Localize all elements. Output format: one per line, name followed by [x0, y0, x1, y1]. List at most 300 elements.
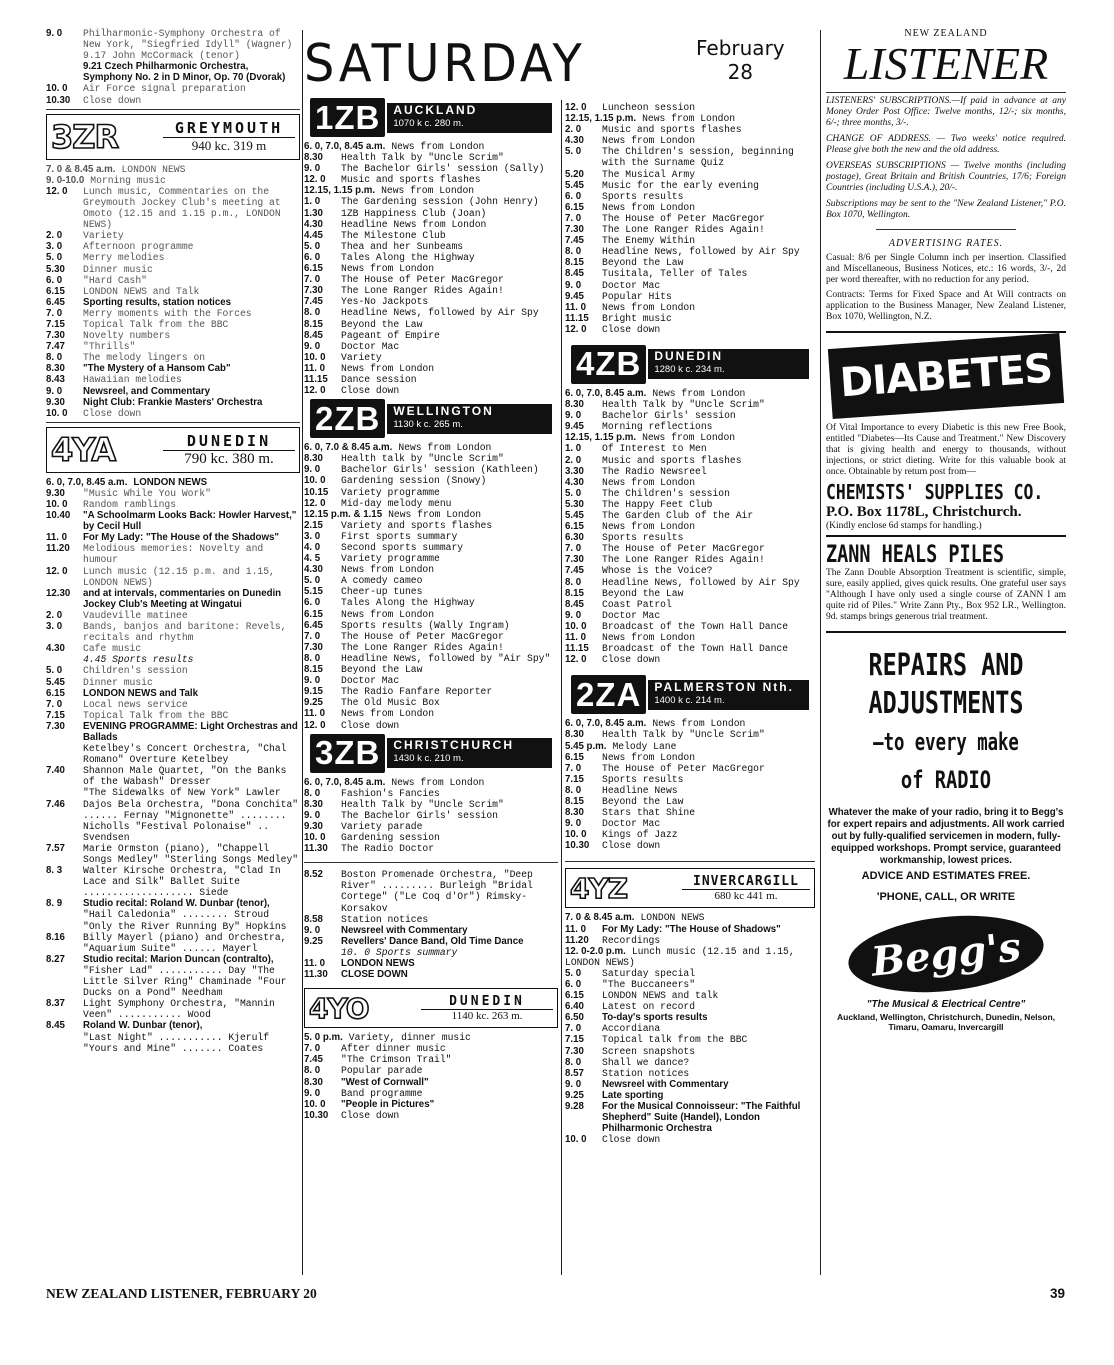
program-time: 4.30 [304, 218, 323, 230]
program-time: 5. 0 p.m. [304, 1032, 343, 1044]
program-time: 8.30 [46, 363, 65, 375]
program-time: 6. 0 [46, 274, 63, 286]
program-title: The House of Peter MacGregor [602, 212, 765, 224]
program-entry [304, 1110, 558, 1121]
program-title: Variety programme [341, 486, 440, 498]
program-title: The Lone Ranger Rides Again! [341, 285, 504, 297]
program-title: and at intervals, commentaries on Dunedin Jockey Club's Meeting at Wingatui [83, 587, 282, 610]
program-entry [565, 968, 815, 979]
program-title: Roland W. Dunbar (tenor), [83, 1020, 203, 1032]
station-meta [163, 432, 295, 468]
program-entry [304, 631, 558, 642]
program-title: The House of Peter MacGregor [602, 543, 765, 555]
program-entry [46, 61, 300, 83]
program-time: 11.15 [565, 643, 589, 655]
station-banner-3zr [46, 114, 300, 160]
program-entry [46, 799, 300, 843]
program-entry [565, 729, 815, 740]
program-time: 6.45 [304, 619, 323, 631]
program-time: 9. 0 [565, 410, 582, 422]
program-entry [46, 386, 300, 397]
program-entry [304, 487, 558, 498]
program-line [565, 718, 815, 729]
program-entry [304, 720, 558, 731]
program-title: Dinner music [83, 676, 153, 688]
program-time [46, 61, 83, 83]
program-title: LONDON NEWS [133, 476, 208, 488]
program-entry [304, 686, 558, 697]
program-time: 9. 0 [565, 1078, 582, 1090]
program-time: 12. 0 [304, 719, 326, 731]
program-entry [565, 588, 815, 599]
program-title: Dinner music [83, 263, 153, 275]
program-entry [46, 998, 300, 1020]
program-entry [46, 843, 300, 865]
program-entry [565, 785, 815, 796]
program-time: 7.45 [565, 565, 584, 577]
program-title: Topical talk from the BBC [602, 1034, 748, 1046]
program-title: The Happy Feet Club [602, 498, 713, 510]
divider [46, 422, 300, 423]
program-entry [565, 1012, 815, 1023]
program-entry [46, 909, 300, 931]
program-entry [46, 699, 300, 710]
program-title: Topical Talk from the BBC [83, 318, 229, 330]
program-time: 6. 0, 7.0, 8.45 a.m. [565, 387, 647, 399]
divider [565, 861, 815, 862]
program-title: Melody Lane [612, 740, 677, 752]
footer-publication: NEW ZEALAND LISTENER, FEBRUARY 20 [46, 1286, 317, 1301]
station-logo: 1ZB [315, 98, 381, 136]
program-title: The Children's session [602, 487, 730, 499]
program-title: 9.17 John McCormack (tenor) [83, 50, 240, 62]
program-entry [565, 443, 815, 454]
program-title: Children's session [83, 665, 188, 677]
program-title: "Fisher Lad" ........... Day "The Little Silver Ring" Chaminade "Four Ducks on a Pond" Needham [83, 964, 287, 999]
program-entry [46, 28, 300, 50]
program-title: Screen snapshots [602, 1045, 696, 1057]
program-list-4yo [304, 1032, 558, 1121]
program-entry [304, 241, 558, 252]
station-freq: 1430 k c. 210 m. [393, 753, 464, 765]
program-time: 9. 0 [46, 28, 63, 39]
station-freq: 940 kc. 319 m [191, 138, 267, 154]
station-logo: 4YZ [570, 871, 628, 905]
program-entry [304, 620, 558, 631]
program-entry [46, 677, 300, 688]
program-time: 7. 0 [565, 762, 582, 774]
station-logo: 2ZB [315, 399, 381, 437]
program-title: Headline News [602, 784, 678, 796]
program-time: 8. 0 [565, 246, 582, 258]
program-time: 12.15, 1.15 p.m. [565, 113, 637, 125]
program-entry [304, 1054, 558, 1065]
program-entry [565, 510, 815, 521]
program-entry [304, 788, 558, 799]
program-title: To-day's sports results [602, 1012, 708, 1024]
program-time: 6. 0 [565, 979, 582, 990]
program-title: Yes-No Jackpots [341, 296, 429, 308]
program-title: Shannon Male Quartet, "On the Banks of the Wabash" Dresser [83, 765, 287, 788]
overseas-text: OVERSEAS SUBSCRIPTIONS — Twelve months (including postage), Great Britain and British Countries, 17/6; Foreign Countries (including U.S.A.), 20/-. [826, 161, 1066, 193]
month-label: February [696, 36, 785, 60]
station-meta [163, 119, 295, 154]
program-time: 4. 0 [304, 542, 321, 553]
program-title: The Lone Ranger Rides Again! [341, 641, 504, 653]
program-title: Night Club: Frankie Masters' Orchestra [83, 396, 263, 408]
program-time: 6.15 [565, 201, 584, 213]
program-title: Dajos Bela Orchestra, "Dona Conchita" ...... Fernay "Mignonette" ........ Nicholls "Festival Polonaise" .. Svendsen [83, 798, 299, 843]
program-title: Health Talk by "Uncle Scrim" [602, 399, 765, 411]
program-time: 9.28 [565, 1101, 584, 1113]
program-time: 12.15, 1.15 p.m. [304, 185, 376, 197]
program-title: Late sporting [602, 1089, 664, 1101]
program-title: Close down [602, 654, 661, 666]
program-time: 2. 0 [46, 609, 63, 621]
program-title: "A Schoolmarm Looks Back: Howler Harvest," by Cecil Hull [83, 510, 297, 533]
program-title: Afternoon programme [83, 241, 194, 253]
program-line [565, 741, 815, 752]
program-title: Kings of Jazz [602, 829, 678, 841]
program-time: 12. 0 [304, 174, 326, 186]
repairs-advice: ADVICE AND ESTIMATES FREE. [861, 870, 1031, 882]
program-title: Bands, banjos and baritone: Revels, recitals and rhythm [83, 621, 287, 644]
program-entry [304, 575, 558, 586]
program-time: 12. 0 [46, 185, 68, 197]
program-title: The Radio Doctor [341, 843, 435, 855]
program-title: "Hail Caledonia" ........ Stroud "Only the River Running By" Hopkins [83, 909, 287, 932]
program-time: 8.43 [46, 374, 65, 386]
program-time: 6. 0, 7.0, 8.45 a.m. [304, 776, 386, 788]
program-entry [565, 268, 815, 279]
program-entry [565, 752, 815, 763]
divider [304, 862, 558, 863]
program-list-4yz [565, 912, 815, 1145]
program-list-2zb [304, 442, 558, 730]
program-entry [46, 241, 300, 252]
program-time: 6. 0, 7.0, 8.45 a.m. [565, 718, 647, 730]
program-entry [304, 141, 558, 152]
program-title: "The Mystery of a Hansom Cab" [83, 363, 231, 375]
station-logo-slab [310, 399, 385, 438]
program-entry [304, 564, 558, 575]
program-entry [46, 286, 300, 297]
program-entry [565, 840, 815, 851]
program-time: 11. 0 [565, 632, 587, 644]
program-title: Of Interest to Men [602, 443, 707, 455]
program-time: 2. 0 [565, 124, 582, 136]
program-entry [304, 642, 558, 653]
program-entry [304, 330, 558, 341]
program-entry [565, 532, 815, 543]
station-freq: 790 kc. 380 m. [184, 450, 274, 467]
program-title: Headline News, followed by Air Spy [341, 307, 539, 319]
program-time: 5. 0 [304, 575, 321, 587]
program-entry [565, 246, 815, 257]
program-time: 8.16 [46, 931, 65, 943]
program-line [304, 442, 558, 453]
program-time: 10.30 [46, 94, 71, 106]
program-title: The House of Peter MacGregor [602, 762, 765, 774]
program-title: Close down [83, 407, 142, 419]
station-banner-4ya [46, 427, 300, 473]
divider [826, 92, 1066, 93]
program-entry [46, 50, 300, 61]
program-title: Lunch music, Commentaries on the Greymouth Jockey Club's meeting at Omoto (12.15 and 1.15 p.m., LONDON NEWS) [83, 185, 281, 231]
program-time: 7.30 [46, 330, 65, 342]
program-entry [565, 979, 815, 990]
station-city: INVERCARGILL [682, 874, 810, 890]
program-entry [565, 202, 815, 213]
program-entry [46, 965, 300, 998]
program-time: 3. 0 [304, 530, 321, 542]
program-title: News from London [341, 608, 435, 620]
program-title: Headline News, followed by Air Spy [602, 246, 800, 258]
program-entry [304, 832, 558, 843]
program-time: 8.45 [304, 329, 323, 341]
program-entry [304, 453, 558, 464]
program-title: Close down [602, 1134, 661, 1146]
program-time: 6.15 [46, 285, 65, 297]
program-entry [46, 408, 300, 419]
program-time: 8.15 [565, 587, 584, 599]
program-time: 2. 0 [565, 454, 582, 466]
program-title: Sports results (Wally Ingram) [341, 619, 510, 631]
station-freq: 1400 k c. 214 m. [654, 694, 725, 706]
program-time: 8. 0 [565, 784, 582, 796]
program-entry [304, 531, 558, 542]
program-entry [304, 664, 558, 675]
program-entry [46, 543, 300, 565]
program-title: "The Buccaneers" [602, 979, 696, 990]
zann-body: The Zann Double Absorption Treatment is scientific, simple, sure, easily applied, gives quick results. One grateful user says "Although I have only used a single course of ZANN I am quite rid of Piles." Write Zann Pty., Box 952 LR., Wellington. 9d. stamps brings generous trial treatment. [826, 568, 1066, 622]
program-time: 8. 0 [46, 352, 63, 364]
program-time [46, 743, 83, 765]
program-time: 3.30 [565, 465, 584, 477]
program-time: 6.15 [304, 263, 323, 275]
program-title: News from London [602, 751, 696, 763]
program-title: "Music While You Work" [83, 487, 211, 499]
program-time: 6.30 [565, 532, 584, 544]
program-entry [304, 520, 558, 531]
station-banner-4yo [304, 988, 558, 1028]
program-title: Revellers' Dance Band, Old Time Dance [341, 935, 524, 947]
program-entry [46, 721, 300, 743]
program-time: 11.30 [304, 969, 328, 981]
program-time: 6.15 [565, 521, 584, 533]
program-title: "Last Night" ........... Kjerulf "Yours and Mine" ....... Coates [83, 1031, 270, 1054]
program-time: 9.30 [46, 487, 65, 499]
program-entry [46, 363, 300, 374]
program-title: Stars that Shine [602, 807, 696, 819]
program-title: 10. 0 Sports summary [341, 946, 458, 958]
program-entry [46, 264, 300, 275]
program-time: 9.25 [304, 697, 323, 709]
program-entry [565, 235, 815, 246]
program-title: Bachelor Girls' session (Kathleen) [341, 464, 539, 476]
program-title: Vaudeville matinee [83, 609, 188, 621]
program-time: 5.45 [46, 676, 65, 688]
program-entry [304, 914, 558, 925]
program-entry [46, 397, 300, 408]
program-time: 7. 0 [304, 630, 321, 642]
program-title: Variety, dinner music [348, 1032, 471, 1044]
diabetes-body: Of Vital Importance to every Diabetic is this new Free Book, entitled "Diabetes—Its Cause and Treatment." New Discovery that is giving health and energy to thousands, without injections, or strict dieting. Write for this valuable book at once. Obtainable by return post from— [826, 423, 1066, 477]
station-city: DUNEDIN [421, 994, 553, 1010]
repairs-headline [826, 647, 1066, 799]
program-entry [565, 1034, 815, 1045]
program-title: The House of Peter MacGregor [341, 630, 504, 642]
program-title: The Lone Ranger Rides Again! [602, 224, 765, 236]
program-title: Bachelor Girls' session [602, 410, 736, 422]
program-title: 4.45 Sports results [83, 654, 194, 666]
divider [46, 109, 300, 110]
program-title: Bright music [602, 312, 672, 324]
program-title: Variety [341, 351, 382, 363]
program-title: Broadcast of the Town Hall Dance [602, 643, 789, 655]
program-entry [565, 399, 815, 410]
program-time: 5.30 [565, 498, 584, 510]
program-title: Morning reflections [602, 421, 713, 433]
program-entry [565, 466, 815, 477]
program-entry [46, 175, 300, 186]
program-entry [565, 499, 815, 510]
program-title: News from London [341, 708, 435, 720]
program-title: Sporting results, station notices [83, 296, 232, 308]
program-time: 9. 0 [565, 609, 582, 621]
program-title: Melodious memories: Novelty and humour [83, 543, 264, 566]
program-title: Doctor Mac [602, 818, 661, 830]
program-time: 11. 0 [46, 532, 68, 544]
program-entry [565, 1046, 815, 1057]
program-entry [304, 936, 558, 947]
program-entry [304, 341, 558, 352]
program-entry [565, 302, 815, 313]
program-title: Beyond the Law [602, 795, 684, 807]
column-rule [302, 30, 303, 1275]
program-time: 8.15 [565, 795, 584, 807]
program-title: Variety programme [341, 553, 440, 565]
program-time: 11. 0 [304, 362, 326, 374]
program-time: 7.30 [565, 224, 584, 236]
program-entry [565, 763, 815, 774]
program-entry [304, 1043, 558, 1054]
program-entry [46, 510, 300, 532]
station-banner-4yz [565, 868, 815, 908]
program-time: 11.15 [304, 373, 328, 385]
program-title: "The Crimson Trail" [341, 1054, 452, 1066]
program-title: News from London [381, 185, 475, 197]
zann-headline: ZANN HEALS PILES [826, 540, 1005, 568]
contracts-text: Contracts: Terms for Fixed Space and At Will contracts on application to the Business Manager, New Zealand Listener, Box 1070, Wellington, N.Z. [826, 290, 1066, 322]
program-time: 12.15 p.m. & 1.15 [304, 508, 383, 520]
program-entry [304, 285, 558, 296]
program-entry [565, 1068, 815, 1079]
program-time: 1. 0 [565, 443, 582, 455]
program-entry [304, 263, 558, 274]
program-entry [46, 230, 300, 241]
program-time: 2. 0 [46, 230, 63, 242]
program-entry [46, 566, 300, 588]
program-entry [565, 718, 815, 729]
program-entry [46, 588, 300, 610]
program-entry [304, 843, 558, 854]
program-title: For My Lady: "The House of Shadows" [602, 923, 781, 935]
program-time: 9.25 [565, 1089, 584, 1101]
program-time: 9. 0 [304, 924, 321, 936]
program-entry [304, 385, 558, 396]
program-time: 9. 0 [304, 675, 321, 687]
program-entry [565, 774, 815, 785]
program-time: 8.30 [565, 729, 584, 741]
program-entry [304, 363, 558, 374]
program-time: 7.15 [565, 1034, 584, 1046]
program-entry [565, 488, 815, 499]
program-title: News from London [388, 508, 482, 520]
program-entry [304, 352, 558, 363]
program-entry [565, 1134, 815, 1145]
program-title: Close down [341, 385, 400, 397]
program-entry [46, 743, 300, 765]
program-entry [565, 113, 815, 124]
zb-continuation-list [565, 102, 815, 335]
program-title: The Bachelor Girls' session (Sally) [341, 163, 545, 175]
program-entry [46, 499, 300, 510]
program-time: 4. 5 [304, 553, 321, 565]
program-entry [565, 521, 815, 532]
program-entry [565, 432, 815, 443]
program-entry [565, 829, 815, 840]
program-time: 8. 0 [565, 1056, 582, 1068]
program-time: 5.30 [46, 263, 65, 275]
program-time: 7.57 [46, 842, 65, 854]
program-entry [46, 710, 300, 721]
program-title: Health Talk by "Uncle Scrim" [341, 152, 504, 164]
program-time: 6.15 [565, 990, 584, 1002]
program-title: Topical Talk from the BBC [83, 709, 229, 721]
program-title: LONDON NEWS and talk [602, 990, 719, 1002]
station-logo: 3ZB [315, 734, 381, 772]
program-entry [46, 252, 300, 263]
program-entry [565, 135, 815, 146]
station-banner-4zb [571, 345, 809, 384]
program-time: 5. 0 [46, 252, 63, 264]
program-title: "Thrills" [83, 341, 136, 353]
masthead-title: LISTENER [843, 38, 1049, 89]
program-entry [46, 1032, 300, 1054]
program-entry [46, 688, 300, 699]
program-time: 6. 0 [565, 190, 582, 202]
station-logo: 3ZR [51, 117, 119, 156]
program-time: 11.20 [565, 934, 589, 946]
program-title: 9.21 Czech Philharmonic Orchestra, Symphony No. 2 in D Minor, Op. 70 (Dvorak) [83, 61, 286, 84]
program-line [565, 432, 815, 443]
station-banner-3zb [310, 734, 552, 773]
program-entry [304, 958, 558, 969]
program-time: 5. 0 [46, 665, 63, 677]
program-time: 7.45 [304, 296, 323, 308]
program-time: 9. 0-10.0 [46, 174, 85, 186]
day-header [304, 28, 785, 94]
program-title: Headline News from London [341, 218, 487, 230]
diabetes-headline: DIABETES [828, 333, 1064, 419]
program-entry [304, 869, 558, 913]
repairs-phone: 'PHONE, CALL, OR WRITE [876, 891, 1016, 903]
program-title: The Musical Army [602, 168, 696, 180]
casual-rates-text: Casual: 8/6 per Single Column inch per insertion. Classified and Miscellaneous, Business Notices, etc.: 16 words, 3/-, 2d per word thereafter, with no reduction for any period. [826, 253, 1066, 285]
program-time: 9.30 [304, 820, 323, 832]
program-title: Sports results [602, 532, 684, 544]
